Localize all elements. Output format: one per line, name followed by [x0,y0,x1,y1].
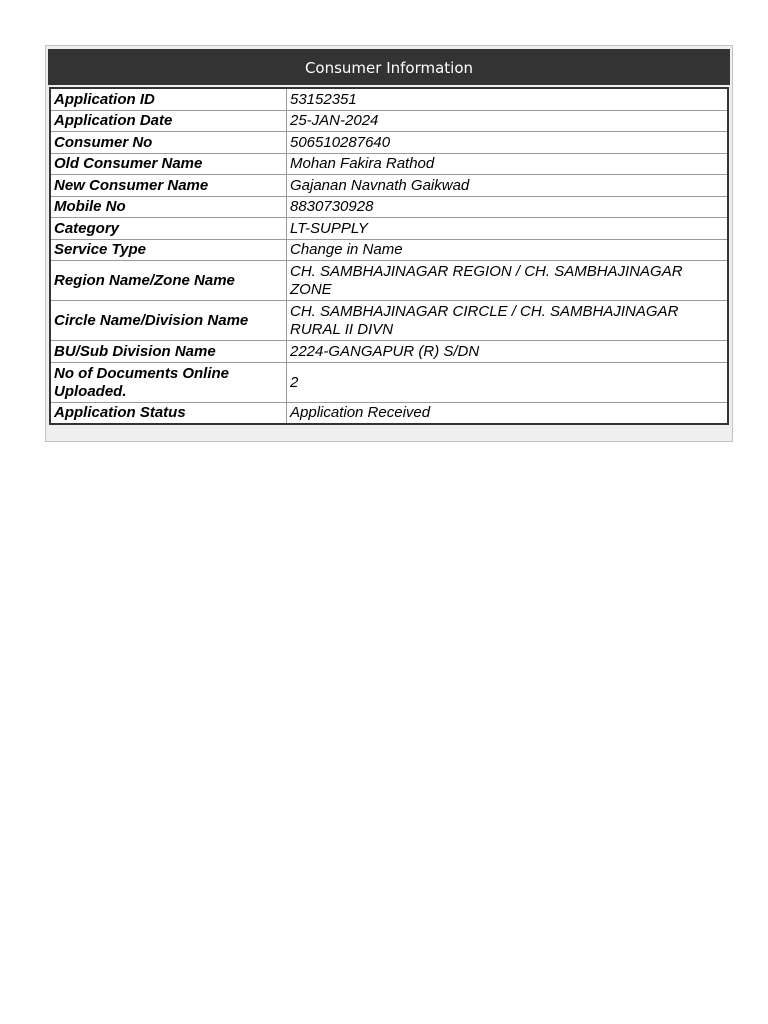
field-value: 2 [287,362,729,402]
field-label: BU/Sub Division Name [50,341,287,363]
table-row [50,362,728,402]
field-label: Application Date [50,110,287,132]
table-row [50,175,728,197]
field-label: Service Type [50,239,287,261]
field-value: Mohan Fakira Rathod [287,153,729,175]
field-value: 25-JAN-2024 [287,110,729,132]
table-row [50,261,728,301]
field-value: 2224-GANGAPUR (R) S/DN [287,341,729,363]
table-row [50,88,728,110]
field-value: 506510287640 [287,132,729,154]
field-label: Application ID [50,88,287,110]
table-row [50,301,728,341]
field-value: Gajanan Navnath Gaikwad [287,175,729,197]
field-value: CH. SAMBHAJINAGAR REGION / CH. SAMBHAJINAGAR ZONE [287,261,729,301]
field-label: Old Consumer Name [50,153,287,175]
field-value: 53152351 [287,88,729,110]
field-label: Mobile No [50,196,287,218]
field-label: No of Documents Online Uploaded. [50,362,287,402]
field-label: Category [50,218,287,240]
field-value: CH. SAMBHAJINAGAR CIRCLE / CH. SAMBHAJINAGAR RURAL II DIVN [287,301,729,341]
field-value: Change in Name [287,239,729,261]
table-row [50,110,728,132]
table-row [50,153,728,175]
field-label: New Consumer Name [50,175,287,197]
field-label: Region Name/Zone Name [50,261,287,301]
field-label: Application Status [50,402,287,424]
field-value: 8830730928 [287,196,729,218]
table-row [50,239,728,261]
panel-title: Consumer Information [48,49,730,85]
consumer-info-table [49,87,729,425]
field-label: Consumer No [50,132,287,154]
table-row [50,218,728,240]
field-value: LT-SUPPLY [287,218,729,240]
table-row [50,196,728,218]
table-row [50,402,728,424]
table-row [50,132,728,154]
field-value: Application Received [287,402,729,424]
field-label: Circle Name/Division Name [50,301,287,341]
table-row [50,341,728,363]
consumer-information-panel [45,45,733,442]
